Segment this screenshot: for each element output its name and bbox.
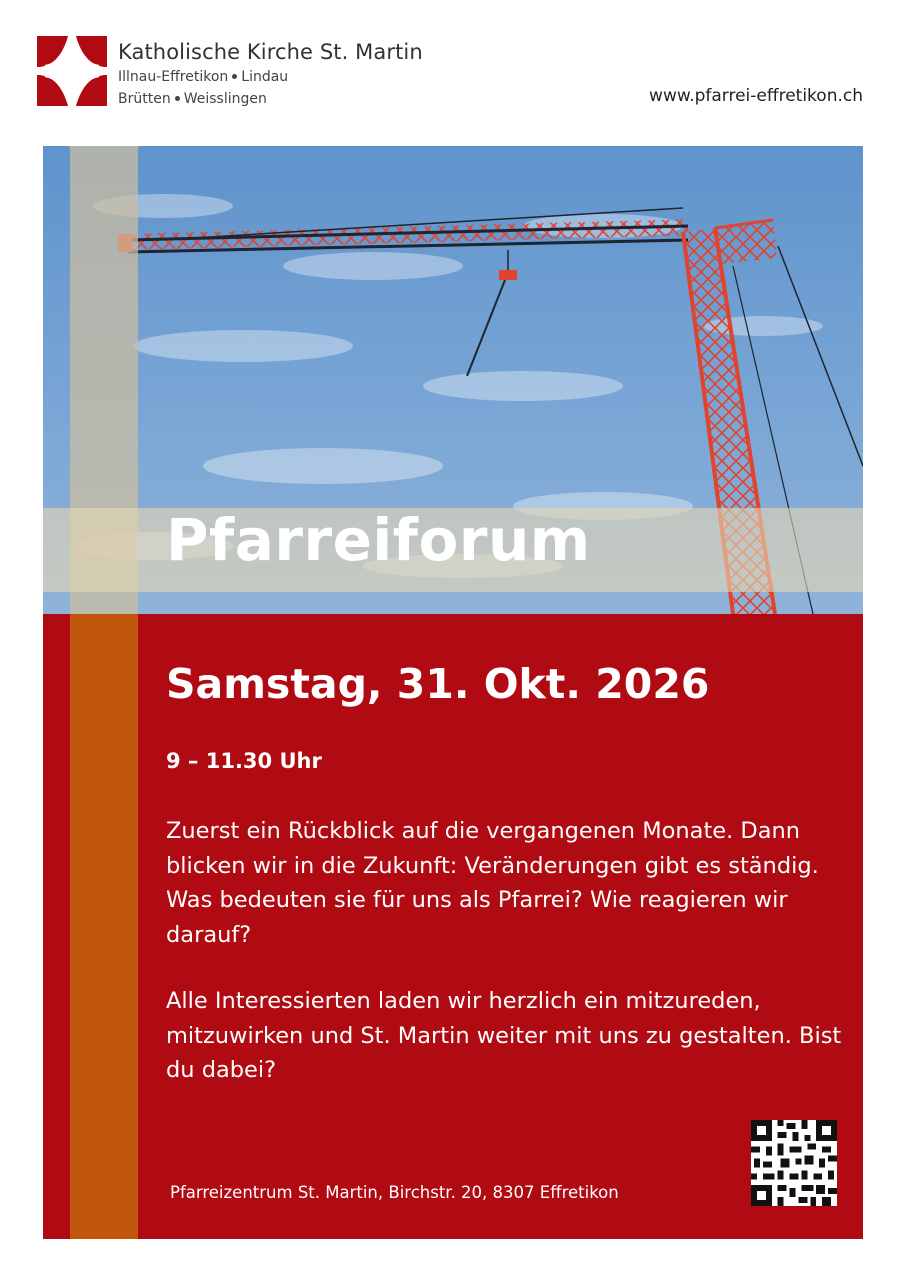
locations-line-1 [118, 69, 288, 85]
event-title: Pfarreiforum [166, 506, 591, 574]
event-time: 9 – 11.30 Uhr [166, 749, 322, 773]
location-name: Lindau [241, 69, 289, 85]
location-name: Brütten [118, 91, 171, 107]
church-cross-logo-icon [37, 36, 107, 106]
locations-line-2 [118, 91, 267, 107]
event-invitation: Alle Interessierten laden wir herzlich ein mitzureden, mitzuwirken und St. Martin weiter mit uns zu gestalten. Bist du dabei? [166, 988, 842, 1083]
qr-code-icon[interactable] [751, 1120, 837, 1206]
decorative-stripe [70, 614, 138, 1239]
location-name: Weisslingen [183, 91, 267, 107]
location-name: Illnau-Effretikon [118, 69, 229, 85]
org-name: Katholische Kirche St. Martin [118, 40, 423, 64]
event-address: Pfarreizentrum St. Martin, Birchstr. 20, 8307 Effretikon [170, 1183, 619, 1202]
event-date: Samstag, 31. Okt. 2026 [166, 660, 710, 708]
bullet-dot-icon [175, 96, 180, 101]
event-description: Zuerst ein Rückblick auf die vergangenen Monate. Dann blicken wir in die Zukunft: Veränderungen gibt es ständig. Was bedeuten sie für uns als Pfarrei? Wie reagieren wir darauf? [166, 818, 819, 948]
bullet-dot-icon [232, 74, 237, 79]
website-link[interactable]: www.pfarrei-effretikon.ch [649, 86, 863, 106]
